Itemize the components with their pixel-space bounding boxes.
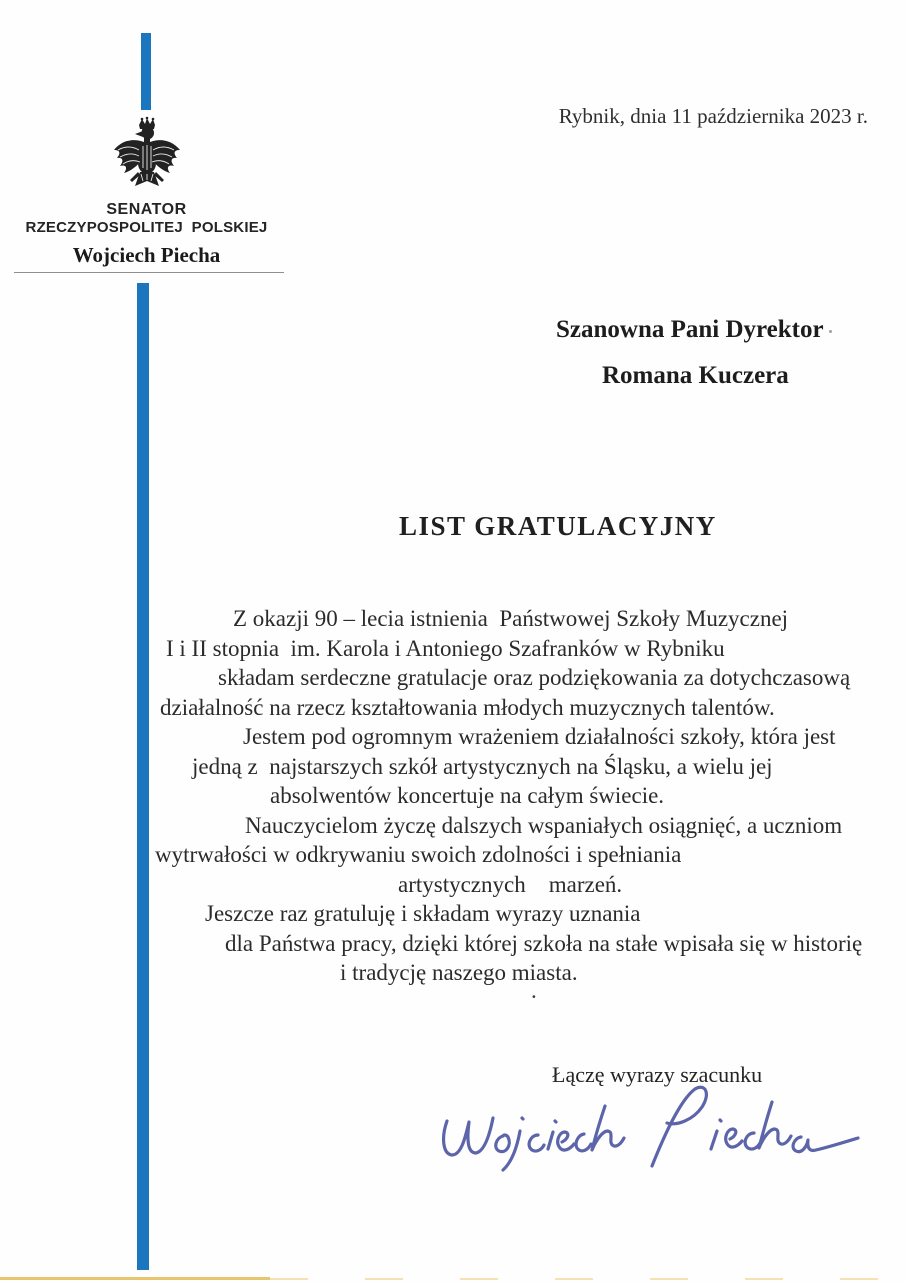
addressee-name: Romana Kuczera [602, 362, 789, 389]
bottom-scan-dashes [270, 1278, 906, 1280]
body-line: Z okazji 90 – lecia istnienia Państwowej Szkoły Muzycznej [233, 606, 789, 631]
body-line: Jeszcze raz gratuluję i składam wyrazy uznania [205, 901, 641, 926]
date-line: Rybnik, dnia 11 października 2023 r. [558, 104, 868, 128]
accent-bar-main [137, 283, 149, 1270]
handwritten-signature [437, 1076, 867, 1181]
stray-period-mark: . [531, 978, 537, 1003]
body-line: jedną z najstarszych szkół artystycznych na Śląsku, a wielu jej [192, 753, 773, 779]
letterhead-office [6, 201, 287, 237]
sender-name: Wojciech Piecha [72, 243, 221, 267]
body-line: i tradycję naszego miasta. [340, 960, 578, 985]
letter-title: LIST GRATULACYJNY [399, 511, 717, 541]
bottom-scan-line [0, 1277, 270, 1280]
accent-bar-top [141, 33, 151, 110]
body-line: Jestem pod ogromnym wrażeniem działalności szkoły, która jest [243, 724, 836, 749]
office-title-line1: SENATOR [106, 201, 187, 218]
body-line: wytrwałości w odkrywaniu swoich zdolności i spełniania [155, 842, 682, 867]
body-line: absolwentów koncertuje na całym świecie. [270, 783, 665, 808]
body-line: I i II stopnia im. Karola i Antoniego Szafranków w Rybniku [166, 635, 725, 661]
body-line: dla Państwa pracy, dzięki której szkoła na stałe wpisała się w historię [225, 930, 863, 956]
letter-body [155, 604, 885, 988]
body-line: Nauczycielom życzę dalszych wspaniałych osiągnięć, a uczniom [245, 812, 843, 838]
office-title-line2: RZECZYPOSPOLITEJ POLSKIEJ [25, 219, 268, 236]
body-line: składam serdeczne gratulacje oraz podziękowania za dotychczasową [218, 665, 851, 690]
letterhead-divider [14, 272, 284, 273]
valediction: Łączę wyrazy szacunku [552, 1062, 763, 1087]
addressee-salutation: Szanowna Pani Dyrektor [556, 316, 824, 343]
scan-speck [829, 330, 832, 333]
polish-eagle-icon [110, 116, 182, 194]
body-line: artystycznych marzeń. [398, 871, 623, 897]
body-line: działalność na rzecz kształtowania młodych muzycznych talentów. [160, 694, 775, 720]
